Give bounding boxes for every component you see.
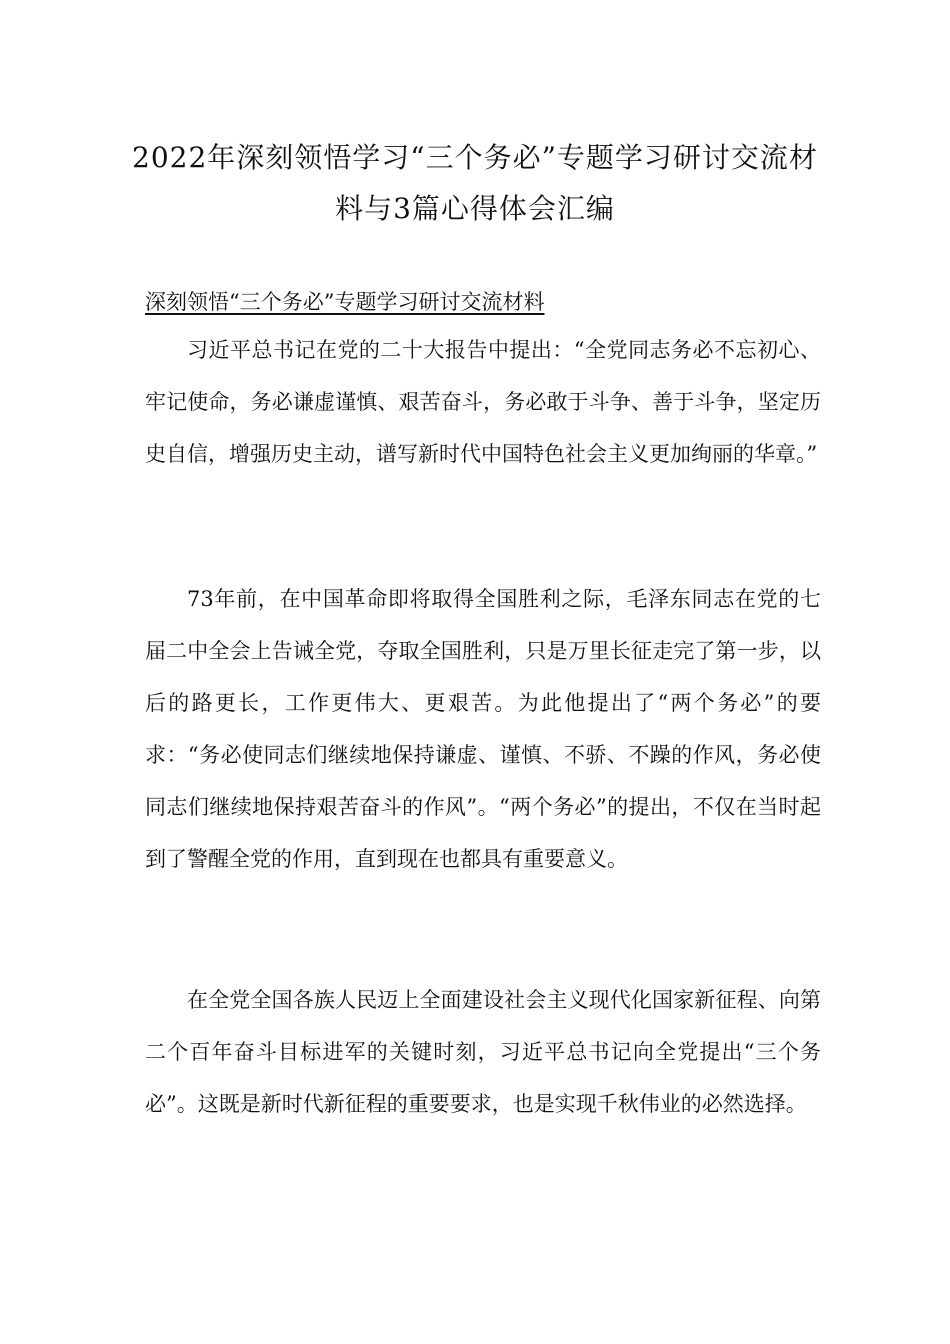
section-heading: 深刻领悟“三个务必”专题学习研讨交流材料 — [145, 290, 545, 314]
paragraph: 73年前，在中国革命即将取得全国胜利之际，毛泽东同志在党的七届二中全会上告诫全党，夺取全国胜利，只是万里长征走完了第一步，以后的路更长，工作更伟大、更艰苦。为此他提出了“两个务必”的要求：“务必使同志们继续地保持谦虚、谨慎、不骄、不躁的作风，务必使同志们继续地保持艰苦奋斗的作风”。“两个务必”的提出，不仅在当时起到了警醒全党的作用，直到现在也都具有重要意义。 — [145, 587, 821, 871]
paragraph: 习近平总书记在党的二十大报告中提出：“全党同志务必不忘初心、牢记使命，务必谦虚谨慎、艰苦奋斗，务必敢于斗争、善于斗争，坚定历史自信，增强历史主动，谱写新时代中国特色社会主义更加绚丽的华章。” — [145, 338, 821, 466]
paragraph: 在全党全国各族人民迈上全面建设社会主义现代化国家新征程、向第二个百年奋斗目标进军的关键时刻，习近平总书记向全党提出“三个务必”。这既是新时代新征程的重要要求，也是实现千秋伟业的必然选择。 — [145, 988, 821, 1116]
document-title: 2022年深刻领悟学习“三个务必”专题学习研讨交流材料与3篇心得体会汇编 — [132, 141, 818, 225]
